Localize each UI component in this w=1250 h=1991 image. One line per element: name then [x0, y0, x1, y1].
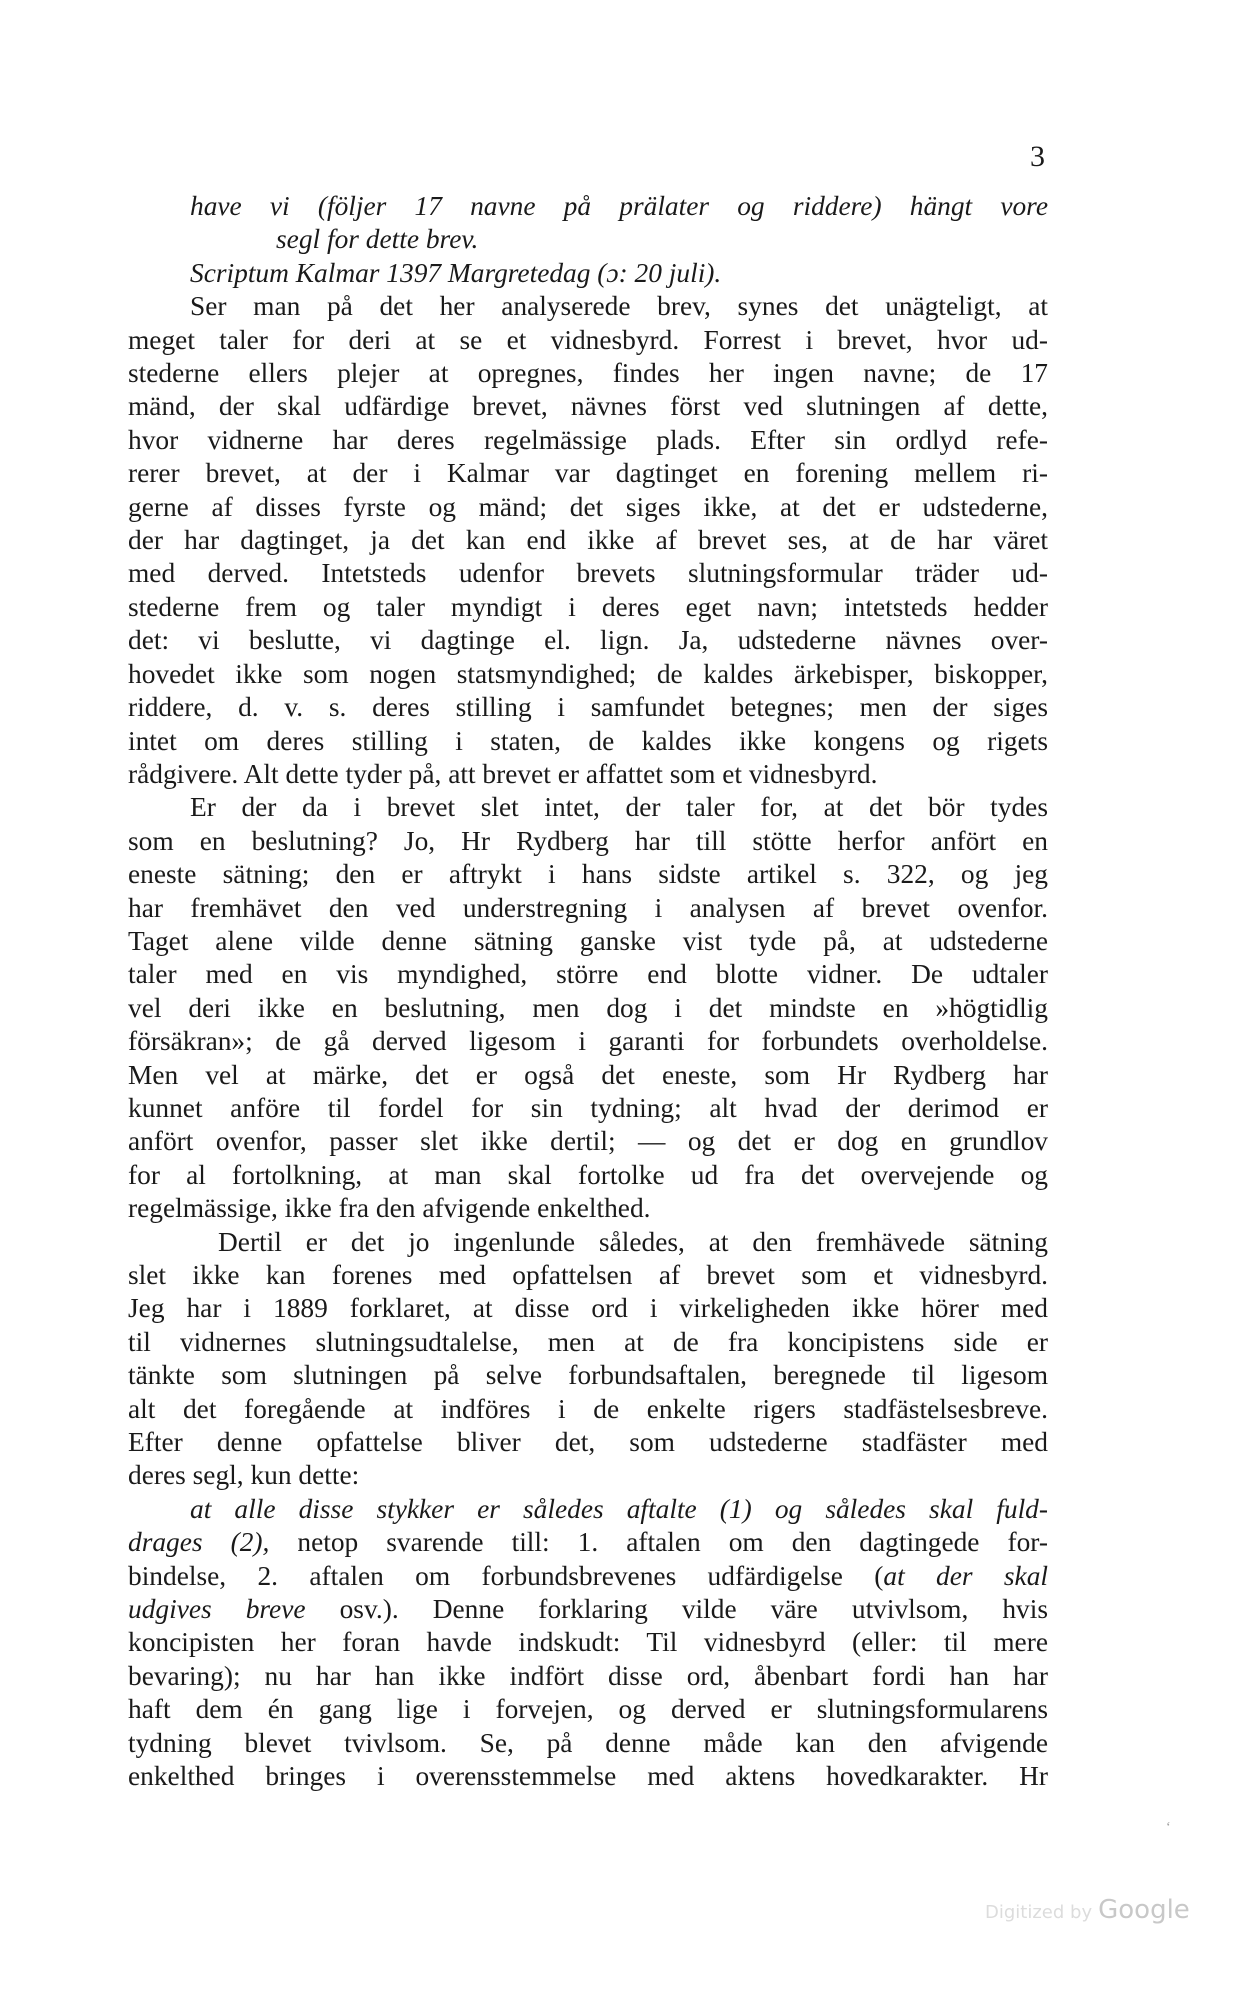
text-line: rerer brevet, at der i Kalmar var dagtinget en forening mellem ri- — [128, 458, 1048, 489]
text-line: alt det foregående at indföres i de enkelte rigers stadfästelsesbreve. — [128, 1393, 1048, 1424]
text-line: regelmässige, ikke fra den afvigende enkelthed. — [128, 1193, 651, 1224]
text-line: riddere, d. v. s. deres stilling i samfundet betegnes; men der siges — [128, 692, 1048, 723]
text-line: Jeg har i 1889 forklaret, at disse ord i virkeligheden ikke hörer med — [128, 1293, 1048, 1324]
text-line: hvor vidnerne har deres regelmässige plads. Efter sin ordlyd refe- — [128, 424, 1048, 455]
text-line: meget taler for deri at se et vidnesbyrd. Forrest i brevet, hvor ud- — [128, 324, 1048, 355]
text-line: der har dagtinget, ja det kan end ikke af brevet ses, at de har väret — [128, 525, 1048, 556]
text-line: drages (2), netop svarende till: 1. aftalen om den dagtingede for- — [128, 1527, 1048, 1558]
text-line: vel deri ikke en beslutning, men dog i det mindste en »högtidlig — [128, 992, 1048, 1023]
text-line: rådgivere. Alt dette tyder på, att brevet er affattet som et vidnesbyrd. — [128, 758, 878, 789]
text-line: stederne frem og taler myndigt i deres eget navn; intetsteds hedder — [128, 591, 1048, 622]
text-line: segl for dette brev. — [276, 224, 479, 255]
digitized-watermark — [985, 1895, 1190, 1925]
watermark-brand: Google — [1098, 1895, 1190, 1925]
text-line: deres segl, kun dette: — [128, 1460, 360, 1491]
text-line: haft dem én gang lige i forvejen, og derved er slutningsformularens — [128, 1694, 1048, 1725]
text-line: eneste sätning; den er aftrykt i hans sidste artikel s. 322, og jeg — [128, 859, 1048, 890]
text-line: det: vi beslutte, vi dagtinge el. lign. Ja, udstederne nävnes over- — [128, 625, 1048, 656]
text-line: udgives breve osv.). Denne forklaring vilde väre utvivlsom, hvis — [128, 1594, 1048, 1625]
text-line: stederne ellers plejer at opregnes, findes her ingen navne; de 17 — [128, 358, 1048, 389]
text-line: kunnet anföre til fordel for sin tydning; alt hvad der derimod er — [128, 1092, 1048, 1123]
text-line: gerne af disses fyrste og mänd; det siges ikke, at det er udstederne, — [128, 491, 1048, 522]
text-line: Dertil er det jo ingenlunde således, at den fremhävede sätning — [218, 1226, 1048, 1257]
text-line: koncipisten her foran havde indskudt: Til vidnesbyrd (eller: til mere — [128, 1627, 1048, 1658]
text-line: have vi (följer 17 navne på prälater og riddere) hängt vore — [190, 191, 1048, 221]
text-line: enkelthed bringes i overensstemmelse med aktens hovedkarakter. Hr — [128, 1761, 1048, 1792]
text-line: anfört ovenfor, passer slet ikke dertil; — og det er dog en grundlov — [128, 1126, 1048, 1157]
text-line: bevaring); nu har han ikke indfört disse ord, åbenbart fordi han har — [128, 1660, 1048, 1691]
text-line: Taget alene vilde denne sätning ganske vist tyde på, at udstederne — [128, 925, 1048, 956]
text-line: Er der da i brevet slet intet, der taler for, at det bör tydes — [190, 792, 1048, 823]
body-text — [128, 190, 1048, 1794]
text-line: taler med en vis myndighed, större end blotte vidner. De udtaler — [128, 959, 1048, 990]
text-line: som en beslutning? Jo, Hr Rydberg har till stötte herfor anfört en — [128, 825, 1048, 856]
text-line: hovedet ikke som nogen statsmyndighed; de kaldes ärkebisper, biskopper, — [128, 658, 1048, 689]
text-line: tänkte som slutningen på selve forbundsaftalen, beregnede til ligesom — [128, 1360, 1048, 1391]
text-line: med derved. Intetsteds udenfor brevets slutningsformular träder ud- — [128, 558, 1048, 589]
text-line: mänd, der skal udfärdige brevet, nävnes först ved slutningen af dette, — [128, 391, 1048, 422]
text-line: for al fortolkning, at man skal fortolke ud fra det overvejende og — [128, 1159, 1048, 1190]
scan-mark: ʻ — [1166, 1820, 1171, 1835]
watermark-prefix: Digitized by — [985, 1902, 1093, 1923]
text-line: intet om deres stilling i staten, de kaldes ikke kongens og rigets — [128, 725, 1048, 756]
text-line: har fremhävet den ved understregning i analysen af brevet ovenfor. — [128, 892, 1048, 923]
text-line: bindelse, 2. aftalen om forbundsbrevenes udfärdigelse (at der skal — [128, 1560, 1048, 1591]
text-line: til vidnernes slutningsudtalelse, men at de fra koncipistens side er — [128, 1326, 1048, 1357]
text-line: Men vel at märke, det er også det eneste, som Hr Rydberg har — [128, 1059, 1048, 1090]
text-line: Ser man på det her analyserede brev, synes det unägteligt, at — [190, 291, 1048, 322]
text-line: försäkran»; de gå derved ligesom i garanti for forbundets overholdelse. — [128, 1026, 1048, 1057]
text-line: Efter denne opfattelse bliver det, som udstederne stadfäster med — [128, 1427, 1048, 1458]
text-line: Scriptum Kalmar 1397 Margretedag (ɔ: 20 juli). — [190, 257, 722, 288]
text-line: at alle disse stykker er således aftalte (1) og således skal fuld- — [190, 1493, 1048, 1524]
page-number: 3 — [1030, 140, 1045, 173]
text-line: tydning blevet tvivlsom. Se, på denne måde kan den afvigende — [128, 1727, 1048, 1758]
text-line: slet ikke kan forenes med opfattelsen af brevet som et vidnesbyrd. — [128, 1260, 1048, 1290]
